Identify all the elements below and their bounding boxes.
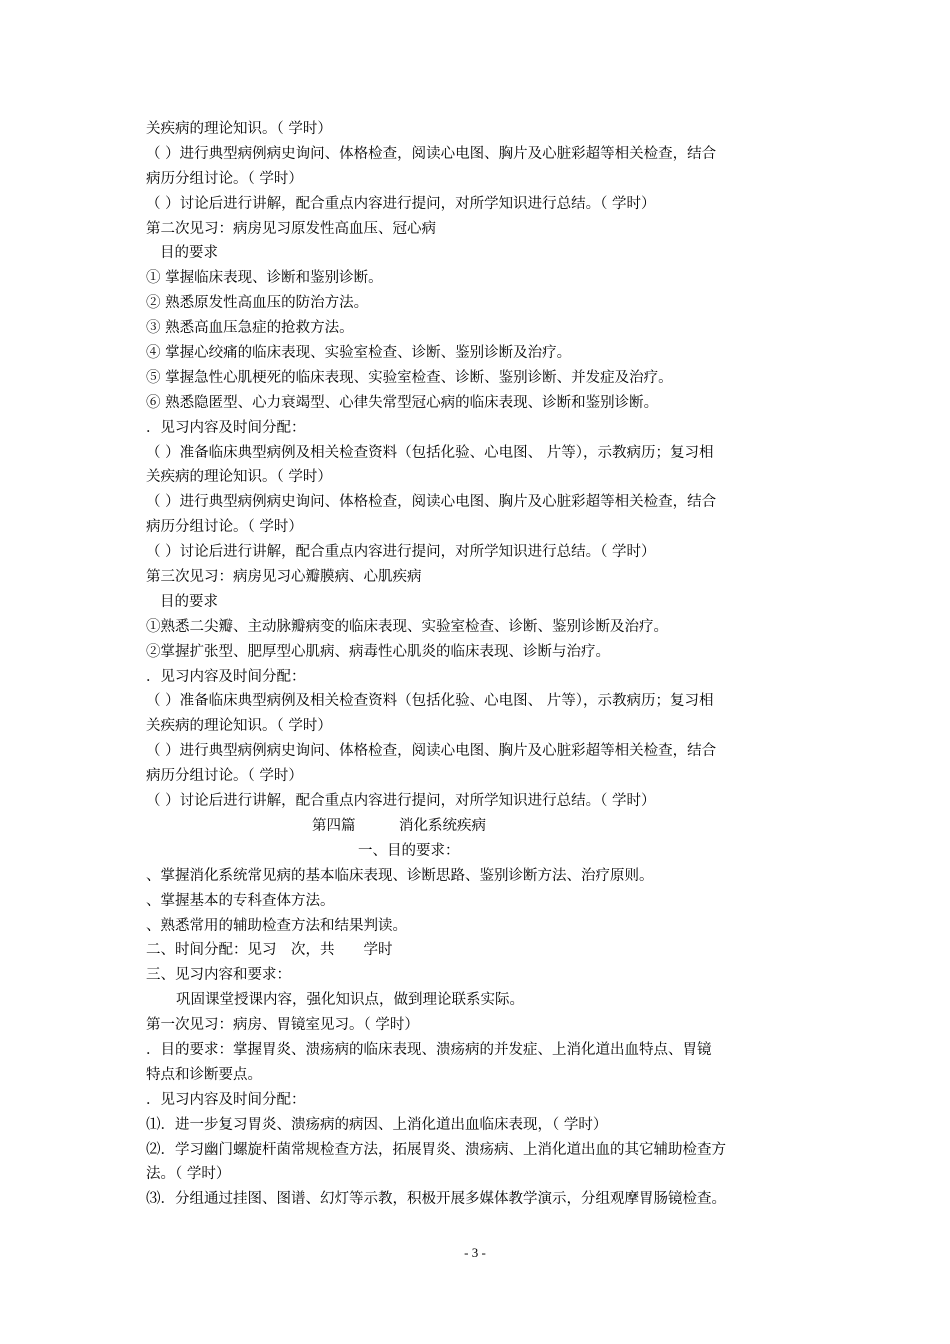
section-heading: 第一次见习：病房、胃镜室见习。（ 学时） [146, 1017, 419, 1034]
text-line: （ ）讨论后进行讲解，配合重点内容进行提问，对所学知识进行总结。（ 学时） [146, 544, 656, 561]
text-line: 病历分组讨论。（ 学时） [146, 768, 303, 785]
text-line: （ ）讨论后进行讲解，配合重点内容进行提问，对所学知识进行总结。（ 学时） [146, 793, 656, 810]
list-item: ③ 熟悉高血压急症的抢救方法。 [146, 320, 354, 337]
text-line: ．见习内容及时间分配： [146, 1091, 306, 1108]
text-line: 法。（ 学时） [146, 1166, 231, 1183]
text-line: 关疾病的理论知识。（ 学时） [146, 469, 332, 486]
text-line: 巩固课堂授课内容，强化知识点，做到理论联系实际。 [176, 992, 524, 1009]
text-line: （ ）讨论后进行讲解，配合重点内容进行提问，对所学知识进行总结。（ 学时） [146, 195, 656, 212]
list-item: 、熟悉常用的辅助检查方法和结果判读。 [146, 917, 407, 934]
list-item: ①熟悉二尖瓣、主动脉瓣病变的临床表现、实验室检查、诊断、鉴别诊断及治疗。 [146, 618, 668, 635]
subheading: 目的要求 [160, 593, 218, 610]
list-item: ② 熟悉原发性高血压的防治方法。 [146, 295, 369, 312]
list-item: ⑵．学习幽门螺旋杆菌常规检查方法，拓展胃炎、溃疡病、上消化道出血的其它辅助检查方 [146, 1141, 726, 1158]
list-item: ④ 掌握心绞痛的临床表现、实验室检查、诊断、鉴别诊断及治疗。 [146, 345, 572, 362]
page-content [146, 117, 814, 1212]
section-heading: 三、见习内容和要求： [146, 967, 291, 984]
list-item: ⑤ 掌握急性心肌梗死的临床表现、实验室检查、诊断、鉴别诊断、并发症及治疗。 [146, 369, 673, 386]
section-heading: 二、时间分配：见习 次，共 学时 [146, 942, 393, 959]
subheading: 目的要求 [160, 245, 218, 262]
list-item: ⑥ 熟悉隐匿型、心力衰竭型、心律失常型冠心病的临床表现、诊断和鉴别诊断。 [146, 394, 659, 411]
text-line: ．目的要求：掌握胃炎、溃疡病的临床表现、溃疡病的并发症、上消化道出血特点、胃镜 [146, 1041, 712, 1058]
list-item: ⑶．分组通过挂图、图谱、幻灯等示教，积极开展多媒体教学演示，分组观摩胃肠镜检查。 [146, 1191, 726, 1208]
text-line: 特点和诊断要点。 [146, 1066, 262, 1083]
text-line: （ ）进行典型病例病史询问、体格检查，阅读心电图、胸片及心脏彩超等相关检查，结合 [146, 743, 717, 760]
text-line: 病历分组讨论。（ 学时） [146, 519, 303, 536]
text-line: （ ）准备临床典型病例及相关检查资料（包括化验、心电图、 片等），示教病历；复习相 [146, 693, 714, 710]
list-item: 、掌握消化系统常见病的基本临床表现、诊断思路、鉴别诊断方法、治疗原则。 [146, 867, 654, 884]
text-line: 关疾病的理论知识。（ 学时） [146, 718, 332, 735]
page-number: - 3 - [464, 1245, 486, 1260]
text-line: （ ）准备临床典型病例及相关检查资料（包括化验、心电图、 片等），示教病历；复习相 [146, 444, 714, 461]
list-item: ① 掌握临床表现、诊断和鉴别诊断。 [146, 270, 383, 287]
section-heading: 一、目的要求： [358, 842, 460, 859]
section-heading: 第三次见习：病房见习心瓣膜病、心肌疾病 [146, 569, 422, 586]
text-line: 关疾病的理论知识。（ 学时） [146, 121, 332, 137]
text-line: （ ）进行典型病例病史询问、体格检查，阅读心电图、胸片及心脏彩超等相关检查，结合 [146, 145, 717, 162]
list-item: ⑴．进一步复习胃炎、溃疡病的病因、上消化道出血临床表现，（ 学时） [146, 1116, 608, 1133]
chapter-title: 第四篇 消化系统疾病 [312, 817, 486, 834]
section-heading: 第二次见习：病房见习原发性高血压、冠心病 [146, 220, 436, 237]
text-line: ．见习内容及时间分配： [146, 668, 306, 685]
text-line: ．见习内容及时间分配： [146, 419, 306, 436]
list-item: ②掌握扩张型、肥厚型心肌病、病毒性心肌炎的临床表现、诊断与治疗。 [146, 643, 610, 660]
list-item: 、掌握基本的专科查体方法。 [146, 892, 335, 909]
text-line: 病历分组讨论。（ 学时） [146, 170, 303, 187]
text-line: （ ）进行典型病例病史询问、体格检查，阅读心电图、胸片及心脏彩超等相关检查，结合 [146, 494, 717, 511]
